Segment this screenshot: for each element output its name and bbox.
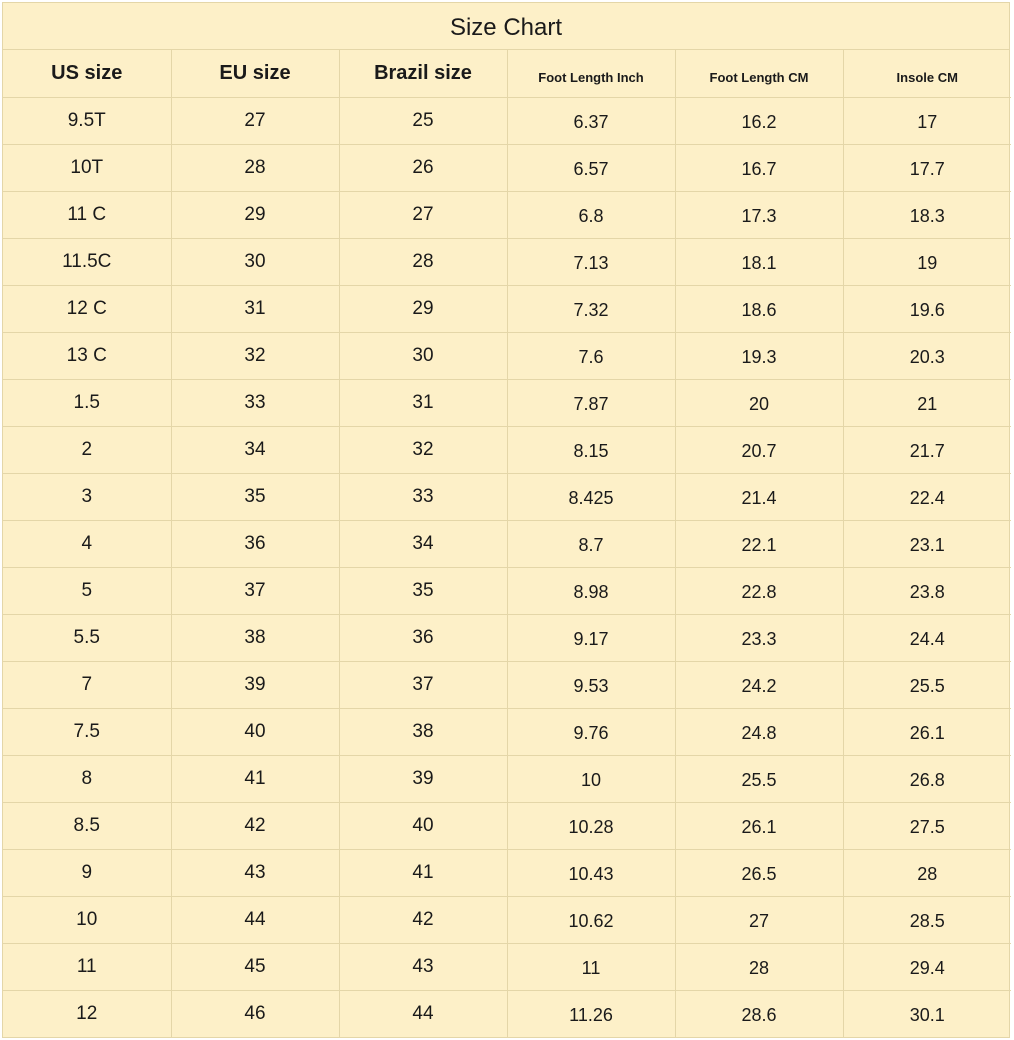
- cell-foot-length-cm: 18.6: [675, 285, 843, 332]
- cell-us-size: 3: [3, 473, 171, 520]
- cell-eu-size: 27: [171, 97, 339, 144]
- cell-us-size: 5.5: [3, 614, 171, 661]
- cell-brazil-size: 40: [339, 802, 507, 849]
- cell-eu-size: 33: [171, 379, 339, 426]
- cell-brazil-size: 41: [339, 849, 507, 896]
- cell-eu-size: 37: [171, 567, 339, 614]
- cell-foot-length-cm: 21.4: [675, 473, 843, 520]
- cell-eu-size: 30: [171, 238, 339, 285]
- cell-eu-size: 32: [171, 332, 339, 379]
- cell-foot-length-inch: 9.17: [507, 614, 675, 661]
- cell-insole-cm: 21: [843, 379, 1011, 426]
- cell-insole-cm: 26.8: [843, 755, 1011, 802]
- cell-foot-length-inch: 9.76: [507, 708, 675, 755]
- cell-foot-length-inch: 10.62: [507, 896, 675, 943]
- table-row: [3, 708, 1011, 755]
- cell-brazil-size: 42: [339, 896, 507, 943]
- cell-insole-cm: 23.8: [843, 567, 1011, 614]
- header-eu-size: EU size: [171, 50, 339, 97]
- cell-us-size: 10T: [3, 144, 171, 191]
- cell-us-size: 7: [3, 661, 171, 708]
- cell-us-size: 1.5: [3, 379, 171, 426]
- cell-foot-length-inch: 7.13: [507, 238, 675, 285]
- cell-eu-size: 38: [171, 614, 339, 661]
- table-body: [3, 97, 1011, 1037]
- header-foot-length-inch: Foot Length Inch: [507, 50, 675, 97]
- cell-foot-length-inch: 6.37: [507, 97, 675, 144]
- cell-us-size: 11 C: [3, 191, 171, 238]
- cell-insole-cm: 17.7: [843, 144, 1011, 191]
- header-us-size: US size: [3, 50, 171, 97]
- cell-eu-size: 45: [171, 943, 339, 990]
- table-row: [3, 849, 1011, 896]
- size-chart-sheet: [2, 2, 1010, 1038]
- cell-foot-length-cm: 25.5: [675, 755, 843, 802]
- cell-insole-cm: 28: [843, 849, 1011, 896]
- cell-insole-cm: 23.1: [843, 520, 1011, 567]
- cell-us-size: 12 C: [3, 285, 171, 332]
- cell-brazil-size: 28: [339, 238, 507, 285]
- cell-insole-cm: 19: [843, 238, 1011, 285]
- cell-brazil-size: 27: [339, 191, 507, 238]
- cell-foot-length-cm: 16.7: [675, 144, 843, 191]
- cell-insole-cm: 26.1: [843, 708, 1011, 755]
- cell-eu-size: 34: [171, 426, 339, 473]
- cell-us-size: 4: [3, 520, 171, 567]
- cell-brazil-size: 32: [339, 426, 507, 473]
- cell-insole-cm: 27.5: [843, 802, 1011, 849]
- cell-foot-length-cm: 24.2: [675, 661, 843, 708]
- cell-foot-length-cm: 23.3: [675, 614, 843, 661]
- cell-foot-length-inch: 8.7: [507, 520, 675, 567]
- cell-foot-length-cm: 26.1: [675, 802, 843, 849]
- cell-eu-size: 41: [171, 755, 339, 802]
- cell-brazil-size: 44: [339, 990, 507, 1037]
- cell-foot-length-inch: 11.26: [507, 990, 675, 1037]
- cell-foot-length-cm: 28.6: [675, 990, 843, 1037]
- table-row: [3, 379, 1011, 426]
- cell-foot-length-inch: 7.87: [507, 379, 675, 426]
- cell-us-size: 9: [3, 849, 171, 896]
- size-table: [3, 50, 1011, 1037]
- cell-foot-length-cm: 20.7: [675, 426, 843, 473]
- cell-foot-length-cm: 17.3: [675, 191, 843, 238]
- table-row: [3, 614, 1011, 661]
- cell-brazil-size: 38: [339, 708, 507, 755]
- cell-foot-length-inch: 8.425: [507, 473, 675, 520]
- cell-us-size: 7.5: [3, 708, 171, 755]
- cell-eu-size: 36: [171, 520, 339, 567]
- cell-insole-cm: 30.1: [909, 1005, 945, 1026]
- cell-foot-length-inch: 8.15: [507, 426, 675, 473]
- chart-title: Size Chart: [3, 3, 1009, 50]
- cell-foot-length-inch: 10: [507, 755, 675, 802]
- cell-eu-size: 31: [171, 285, 339, 332]
- cell-foot-length-cm: 19.3: [675, 332, 843, 379]
- cell-eu-size: 29: [171, 191, 339, 238]
- cell-insole-cm: 22.4: [843, 473, 1011, 520]
- cell-foot-length-cm: 28: [675, 943, 843, 990]
- cell-brazil-size: 29: [339, 285, 507, 332]
- cell-insole-cm: 17: [843, 97, 1011, 144]
- cell-foot-length-inch: 11: [507, 943, 675, 990]
- table-row: [3, 332, 1011, 379]
- cell-foot-length-cm: 22.1: [675, 520, 843, 567]
- cell-brazil-size: 35: [339, 567, 507, 614]
- cell-insole-cm: 24.4: [843, 614, 1011, 661]
- table-row: [3, 191, 1011, 238]
- cell-insole-cm: 25.5: [843, 661, 1011, 708]
- cell-insole-cm: 19.6: [843, 285, 1011, 332]
- cell-us-size: 8.5: [3, 802, 171, 849]
- cell-brazil-size: 36: [339, 614, 507, 661]
- table-row: [3, 97, 1011, 144]
- table-row: [3, 896, 1011, 943]
- table-row: [3, 285, 1011, 332]
- cell-brazil-size: 34: [339, 520, 507, 567]
- cell-foot-length-inch: 7.32: [507, 285, 675, 332]
- cell-brazil-size: 33: [339, 473, 507, 520]
- cell-us-size: 8: [3, 755, 171, 802]
- cell-insole-cm: 20.3: [843, 332, 1011, 379]
- table-row: [3, 661, 1011, 708]
- cell-foot-length-cm: 18.1: [675, 238, 843, 285]
- cell-eu-size: 35: [171, 473, 339, 520]
- table-row: [3, 238, 1011, 285]
- table-row: [3, 802, 1011, 849]
- cell-us-size: 13 C: [3, 332, 171, 379]
- cell-insole-cm: 28.5: [843, 896, 1011, 943]
- cell-foot-length-inch: 10.43: [507, 849, 675, 896]
- table-row: [3, 943, 1011, 990]
- header-row: [3, 50, 1011, 97]
- cell-foot-length-inch: 10.28: [507, 802, 675, 849]
- table-row: [3, 990, 1011, 1037]
- table-row: [3, 567, 1011, 614]
- cell-foot-length-inch: 7.6: [507, 332, 675, 379]
- cell-foot-length-inch: 9.53: [507, 661, 675, 708]
- cell-brazil-size: 25: [339, 97, 507, 144]
- table-row: [3, 520, 1011, 567]
- cell-foot-length-cm: 22.8: [675, 567, 843, 614]
- cell-brazil-size: 39: [339, 755, 507, 802]
- cell-brazil-size: 31: [339, 379, 507, 426]
- table-row: [3, 755, 1011, 802]
- cell-us-size: 12: [3, 990, 171, 1037]
- cell-foot-length-inch: 6.57: [507, 144, 675, 191]
- header-brazil-size: Brazil size: [339, 50, 507, 97]
- table-row: [3, 144, 1011, 191]
- cell-insole-cm: 29.4: [843, 943, 1011, 990]
- cell-us-size: 11: [3, 943, 171, 990]
- cell-foot-length-cm: 27: [675, 896, 843, 943]
- cell-foot-length-cm: 24.8: [675, 708, 843, 755]
- cell-foot-length-cm: 26.5: [675, 849, 843, 896]
- cell-brazil-size: 37: [339, 661, 507, 708]
- table-row: [3, 473, 1011, 520]
- cell-eu-size: 44: [171, 896, 339, 943]
- cell-us-size: 9.5T: [3, 97, 171, 144]
- cell-foot-length-inch: 8.98: [507, 567, 675, 614]
- cell-eu-size: 28: [171, 144, 339, 191]
- cell-brazil-size: 26: [339, 144, 507, 191]
- cell-us-size: 10: [3, 896, 171, 943]
- cell-foot-length-cm: 16.2: [675, 97, 843, 144]
- header-foot-length-cm: Foot Length CM: [675, 50, 843, 97]
- cell-foot-length-cm: 20: [675, 379, 843, 426]
- cell-insole-cm: 18.3: [843, 191, 1011, 238]
- table-row: [3, 426, 1011, 473]
- header-insole-cm: Insole CM: [843, 50, 1011, 97]
- cell-us-size: 2: [3, 426, 171, 473]
- cell-brazil-size: 30: [339, 332, 507, 379]
- cell-insole-cm: 21.7: [843, 426, 1011, 473]
- cell-us-size: 11.5C: [3, 238, 171, 285]
- cell-eu-size: 39: [171, 661, 339, 708]
- cell-foot-length-inch: 6.8: [507, 191, 675, 238]
- cell-brazil-size: 43: [339, 943, 507, 990]
- cell-us-size: 5: [3, 567, 171, 614]
- cell-eu-size: 43: [171, 849, 339, 896]
- cell-eu-size: 42: [171, 802, 339, 849]
- cell-eu-size: 46: [171, 990, 339, 1037]
- cell-eu-size: 40: [171, 708, 339, 755]
